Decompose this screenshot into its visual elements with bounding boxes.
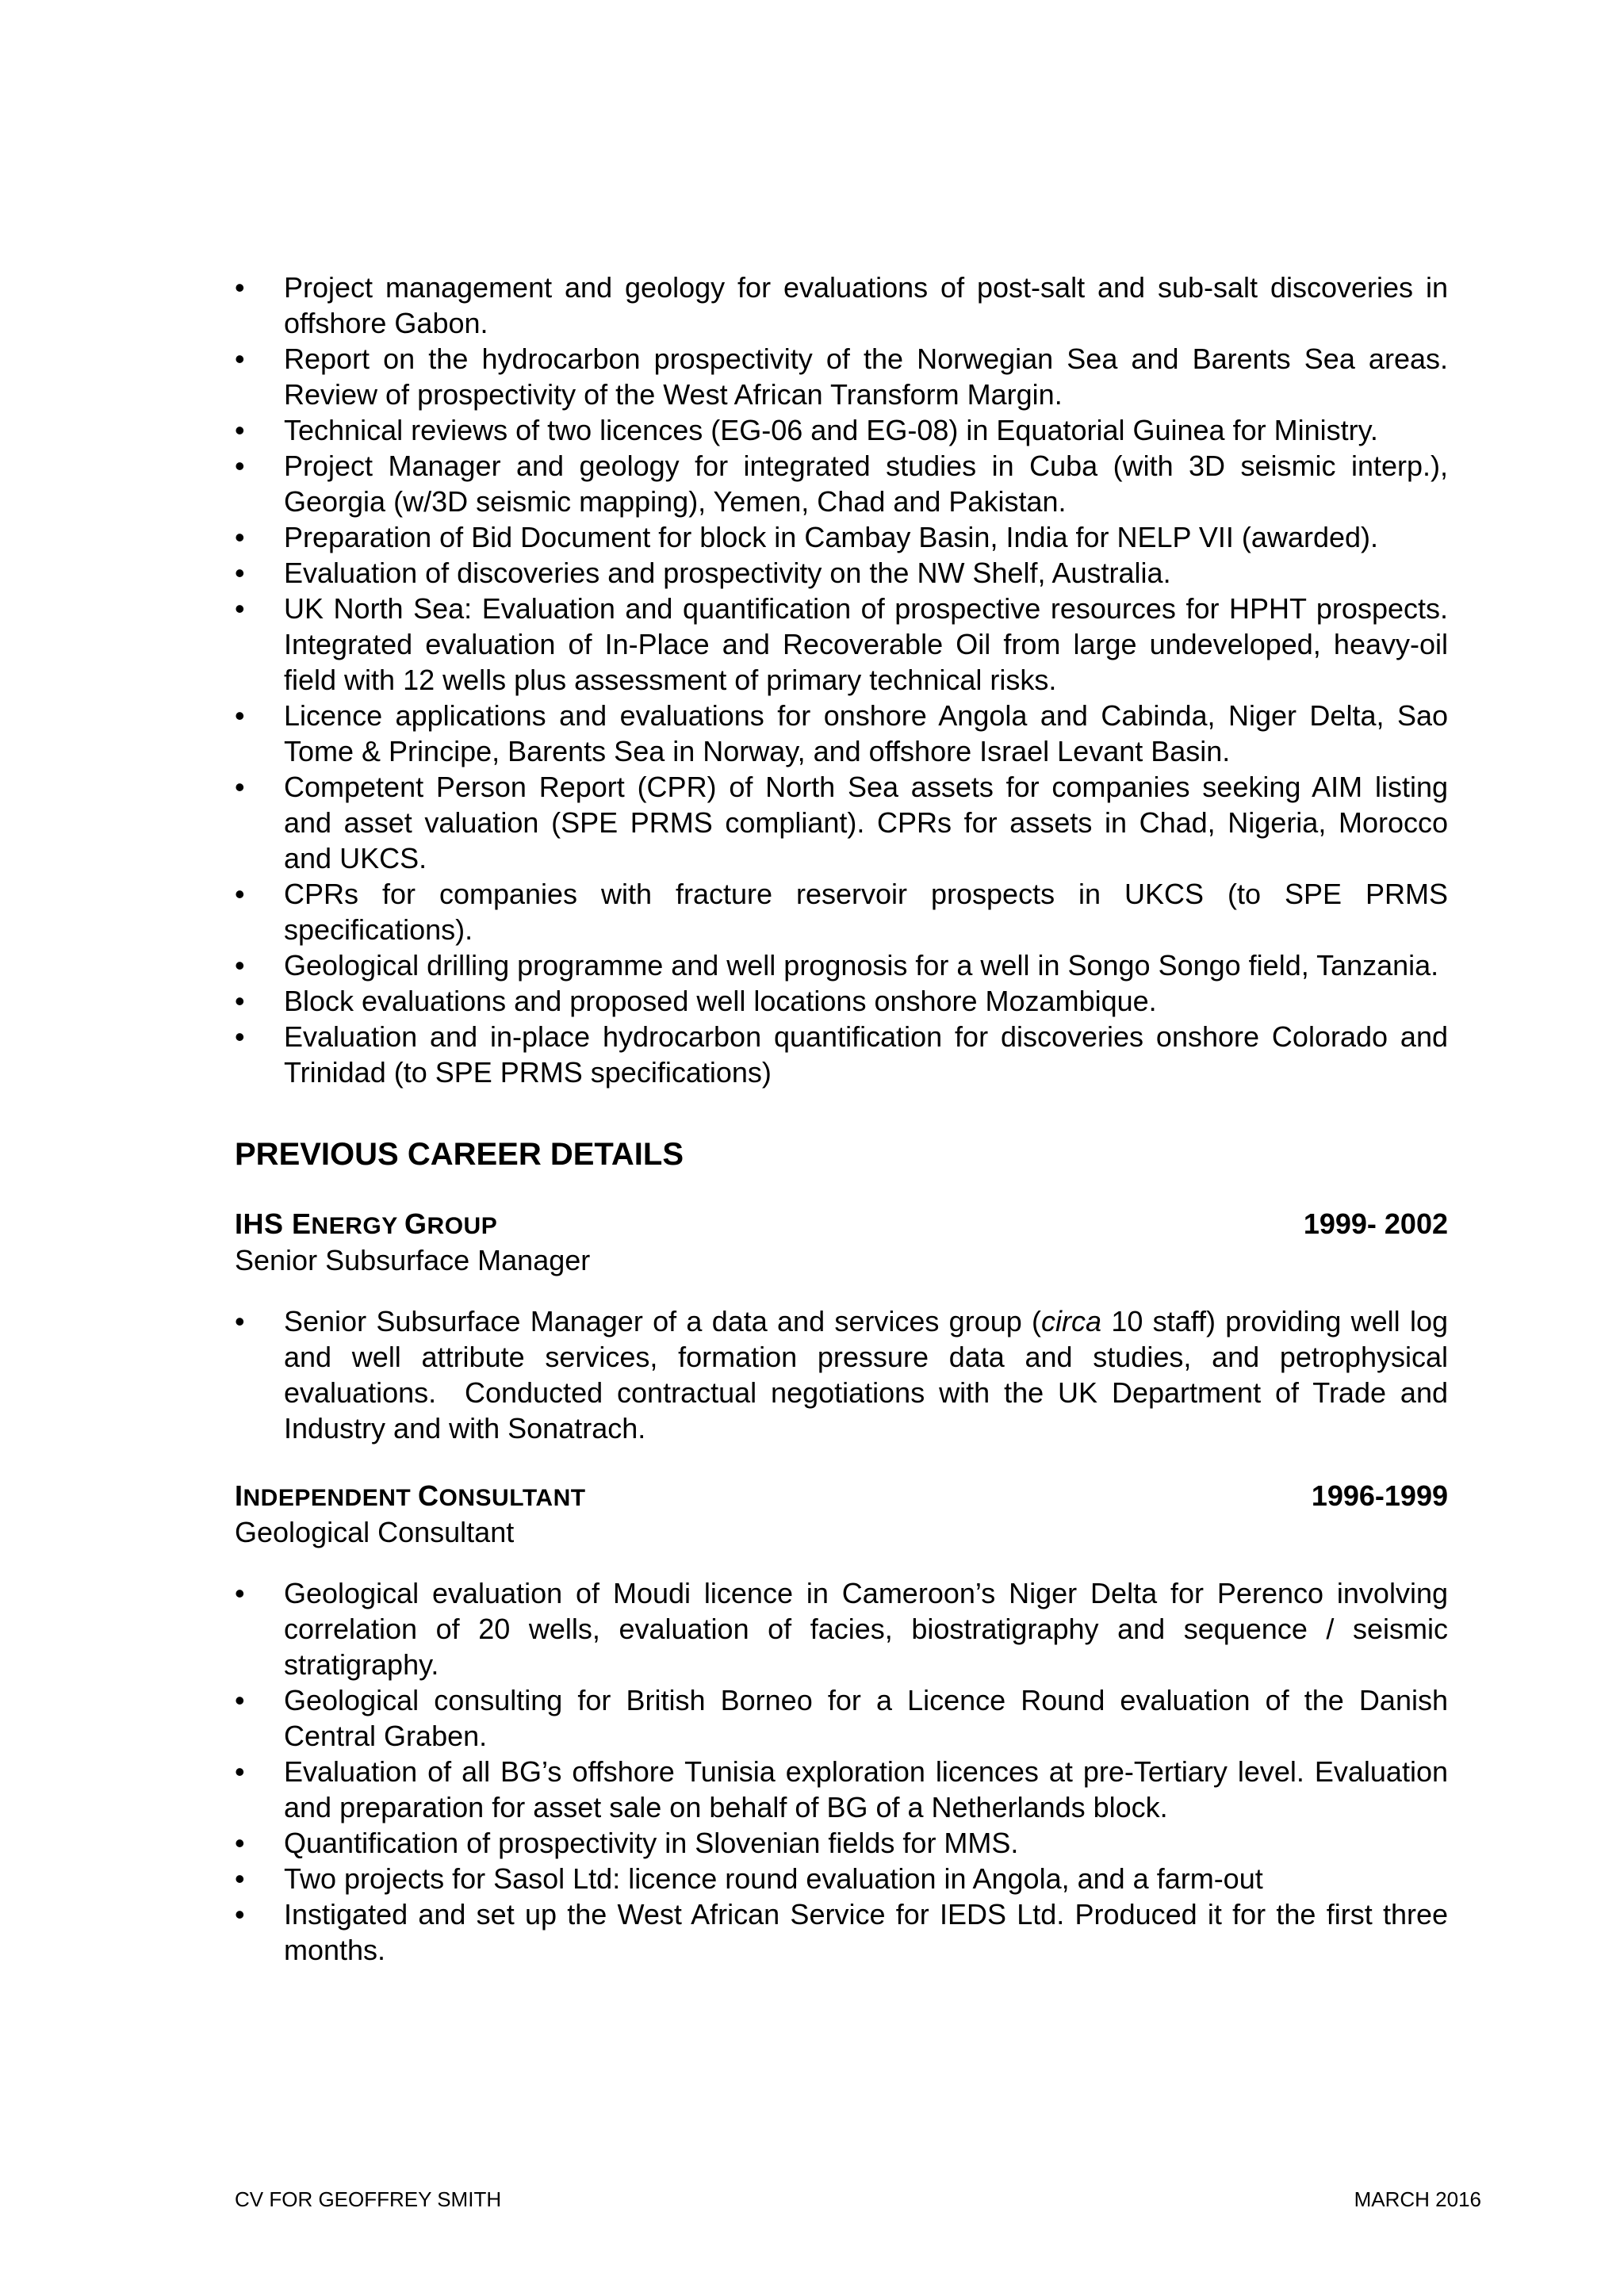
employer-name: IHS ENERGY GROUP [235, 1207, 498, 1240]
list-item: • Quantification of prospectivity in Slovenian fields for MMS. [235, 1827, 1019, 1859]
project-bullet-list [235, 270, 1448, 1090]
bullet-icon: • [235, 271, 245, 304]
list-item: • Instigated and set up the West African Service for IEDS Ltd. Produced it for the first three months. [235, 1898, 1448, 1966]
job-dates: 1999- 2002 [1303, 1207, 1448, 1240]
list-item: • CPRs for companies with fracture reservoir prospects in UKCS (to SPE PRMS specifications). [235, 878, 1448, 946]
bullet-icon: • [235, 1755, 245, 1788]
list-item: • Preparation of Bid Document for block in Cambay Basin, India for NELP VII (awarded). [235, 521, 1379, 553]
job-bullet-list [235, 1303, 1448, 1446]
footer-left: CV FOR GEOFFREY SMITH [235, 2187, 502, 2211]
list-item: • Project Manager and geology for integrated studies in Cuba (with 3D seismic interp.), Georgia (w/3D seismic mapping), Yemen, Chad and Pakistan. [235, 450, 1448, 518]
list-item: • Project management and geology for evaluations of post-salt and sub-salt discoveries in offshore Gabon. [235, 271, 1448, 339]
bullet-icon: • [235, 1305, 245, 1337]
job-role: Senior Subsurface Manager [235, 1244, 591, 1276]
list-item: • Technical reviews of two licences (EG-06 and EG-08) in Equatorial Guinea for Ministry. [235, 414, 1378, 446]
job-bullet-list [235, 1575, 1448, 1968]
bullet-icon: • [235, 1684, 245, 1716]
page-content [235, 270, 1448, 1968]
bullet-icon: • [235, 771, 245, 803]
bullet-icon: • [235, 450, 245, 482]
list-item: • Licence applications and evaluations for onshore Angola and Cabinda, Niger Delta, Sao Tome & Principe, Barents Sea in Norway, and offshore Israel Levant Basin. [235, 699, 1448, 767]
list-item: • Evaluation and in-place hydrocarbon quantification for discoveries onshore Colorado and Trinidad (to SPE PRMS specifications) [235, 1020, 1448, 1089]
job-dates: 1996-1999 [1311, 1479, 1448, 1512]
list-item: • Evaluation of all BG’s offshore Tunisia exploration licences at pre-Tertiary level. Evaluation and preparation for asset sale on behalf of BG of a Netherlands block. [235, 1755, 1448, 1823]
list-item: • Report on the hydrocarbon prospectivity of the Norwegian Sea and Barents Sea areas. Review of prospectivity of the West African Transform Margin. [235, 342, 1448, 411]
footer-right: MARCH 2016 [1354, 2187, 1481, 2211]
job-role: Geological Consultant [235, 1516, 515, 1548]
section-heading: PREVIOUS CAREER DETAILS [235, 1137, 684, 1172]
bullet-icon: • [235, 949, 245, 982]
bullet-icon: • [235, 414, 245, 446]
job-header-independent [235, 1479, 1448, 1513]
list-item: • Evaluation of discoveries and prospectivity on the NW Shelf, Australia. [235, 557, 1171, 589]
list-item: • Geological consulting for British Borneo for a Licence Round evaluation of the Danish Central Graben. [235, 1684, 1448, 1752]
bullet-icon: • [235, 1020, 245, 1053]
job-header-ihs [235, 1207, 1448, 1241]
bullet-icon: • [235, 592, 245, 625]
list-item: • Senior Subsurface Manager of a data and services group (circa 10 staff) providing well log and well attribute services, formation pressure data and studies, and petrophysical evaluations. Conducted contractual negotiations with the UK Department of Trade and Industry and with Sonatrach. [235, 1305, 1448, 1445]
list-item: • Geological evaluation of Moudi licence in Cameroon’s Niger Delta for Perenco involving correlation of 20 wells, evaluation of facies, biostratigraphy and sequence / seismic stratigraphy. [235, 1577, 1448, 1681]
bullet-icon: • [235, 1827, 245, 1859]
employer-name: INDEPENDENT CONSULTANT [235, 1479, 586, 1512]
list-item: • Block evaluations and proposed well locations onshore Mozambique. [235, 985, 1157, 1017]
bullet-icon: • [235, 1898, 245, 1931]
bullet-icon: • [235, 985, 245, 1017]
list-item: • Competent Person Report (CPR) of North Sea assets for companies seeking AIM listing and asset valuation (SPE PRMS compliant). CPRs for assets in Chad, Nigeria, Morocco and UKCS. [235, 771, 1448, 874]
bullet-icon: • [235, 521, 245, 553]
list-item: • Geological drilling programme and well prognosis for a well in Songo Songo field, Tanzania. [235, 949, 1439, 982]
bullet-icon: • [235, 878, 245, 910]
page-footer [235, 2187, 1481, 2212]
list-item: • Two projects for Sasol Ltd: licence round evaluation in Angola, and a farm-out [235, 1862, 1263, 1895]
bullet-icon: • [235, 699, 245, 732]
bullet-icon: • [235, 557, 245, 589]
list-item: • UK North Sea: Evaluation and quantification of prospective resources for HPHT prospects. Integrated evaluation of In-Place and Recoverable Oil from large undeveloped, heavy-oil field with 12 wells plus assessment of primary technical risks. [235, 592, 1448, 696]
bullet-icon: • [235, 1577, 245, 1609]
bullet-icon: • [235, 342, 245, 375]
bullet-icon: • [235, 1862, 245, 1895]
